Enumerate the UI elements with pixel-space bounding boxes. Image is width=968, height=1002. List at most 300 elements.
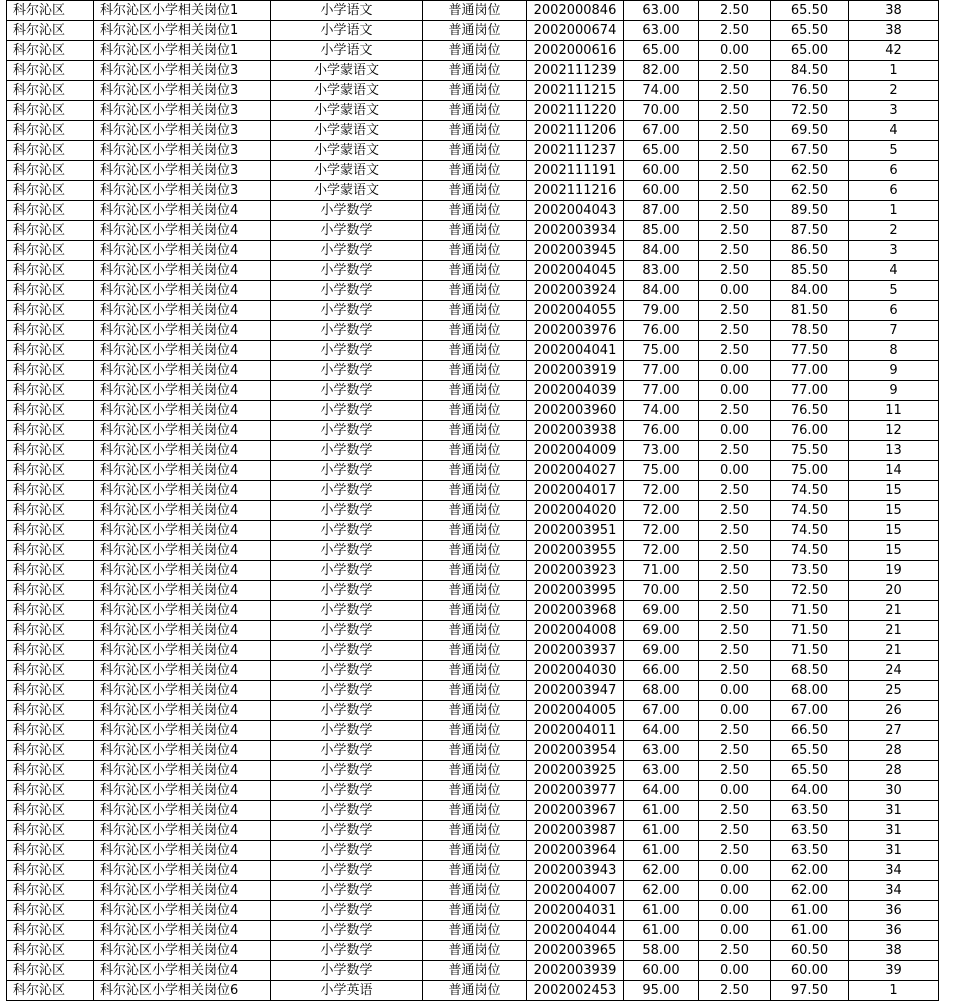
cell-total-score: 66.50 <box>771 721 849 741</box>
cell-rank: 21 <box>849 601 939 621</box>
cell-subject: 小学数学 <box>271 241 423 261</box>
cell-subject: 小学数学 <box>271 501 423 521</box>
cell-post-type: 普通岗位 <box>423 781 527 801</box>
cell-position: 科尔沁区小学相关岗位4 <box>94 901 271 921</box>
table-row <box>7 961 939 981</box>
cell-district: 科尔沁区 <box>7 801 94 821</box>
cell-post-type: 普通岗位 <box>423 541 527 561</box>
cell-subject: 小学数学 <box>271 561 423 581</box>
cell-rank: 7 <box>849 321 939 341</box>
cell-post-type: 普通岗位 <box>423 381 527 401</box>
cell-rank: 15 <box>849 481 939 501</box>
results-table <box>6 0 939 1001</box>
cell-total-score: 77.00 <box>771 381 849 401</box>
cell-district: 科尔沁区 <box>7 641 94 661</box>
cell-subject: 小学数学 <box>271 761 423 781</box>
cell-written-score: 64.00 <box>624 721 699 741</box>
cell-position: 科尔沁区小学相关岗位4 <box>94 821 271 841</box>
table-row <box>7 321 939 341</box>
cell-bonus-score: 0.00 <box>699 901 771 921</box>
cell-subject: 小学数学 <box>271 381 423 401</box>
cell-bonus-score: 0.00 <box>699 861 771 881</box>
cell-position: 科尔沁区小学相关岗位4 <box>94 501 271 521</box>
cell-district: 科尔沁区 <box>7 681 94 701</box>
cell-subject: 小学数学 <box>271 441 423 461</box>
cell-post-type: 普通岗位 <box>423 721 527 741</box>
cell-post-type: 普通岗位 <box>423 341 527 361</box>
table-row <box>7 181 939 201</box>
cell-bonus-score: 2.50 <box>699 21 771 41</box>
cell-exam-id: 2002003968 <box>527 601 624 621</box>
cell-post-type: 普通岗位 <box>423 321 527 341</box>
cell-rank: 6 <box>849 181 939 201</box>
cell-district: 科尔沁区 <box>7 121 94 141</box>
cell-position: 科尔沁区小学相关岗位3 <box>94 61 271 81</box>
table-row <box>7 81 939 101</box>
cell-position: 科尔沁区小学相关岗位4 <box>94 541 271 561</box>
cell-total-score: 69.50 <box>771 121 849 141</box>
cell-total-score: 65.50 <box>771 21 849 41</box>
table-row <box>7 841 939 861</box>
cell-total-score: 84.00 <box>771 281 849 301</box>
cell-subject: 小学数学 <box>271 901 423 921</box>
table-row <box>7 241 939 261</box>
cell-written-score: 79.00 <box>624 301 699 321</box>
cell-post-type: 普通岗位 <box>423 81 527 101</box>
cell-written-score: 70.00 <box>624 101 699 121</box>
cell-subject: 小学数学 <box>271 301 423 321</box>
cell-district: 科尔沁区 <box>7 921 94 941</box>
table-row <box>7 101 939 121</box>
cell-position: 科尔沁区小学相关岗位4 <box>94 281 271 301</box>
cell-subject: 小学数学 <box>271 261 423 281</box>
cell-exam-id: 2002004031 <box>527 901 624 921</box>
cell-position: 科尔沁区小学相关岗位4 <box>94 701 271 721</box>
cell-district: 科尔沁区 <box>7 981 94 1001</box>
cell-written-score: 68.00 <box>624 681 699 701</box>
cell-exam-id: 2002003919 <box>527 361 624 381</box>
cell-total-score: 72.50 <box>771 101 849 121</box>
cell-position: 科尔沁区小学相关岗位4 <box>94 861 271 881</box>
cell-total-score: 77.50 <box>771 341 849 361</box>
cell-exam-id: 2002111215 <box>527 81 624 101</box>
cell-position: 科尔沁区小学相关岗位4 <box>94 661 271 681</box>
cell-post-type: 普通岗位 <box>423 621 527 641</box>
cell-bonus-score: 2.50 <box>699 601 771 621</box>
cell-bonus-score: 2.50 <box>699 201 771 221</box>
cell-exam-id: 2002000616 <box>527 41 624 61</box>
cell-written-score: 58.00 <box>624 941 699 961</box>
cell-post-type: 普通岗位 <box>423 801 527 821</box>
cell-subject: 小学语文 <box>271 21 423 41</box>
cell-total-score: 72.50 <box>771 581 849 601</box>
cell-post-type: 普通岗位 <box>423 461 527 481</box>
cell-position: 科尔沁区小学相关岗位4 <box>94 321 271 341</box>
cell-written-score: 69.00 <box>624 641 699 661</box>
cell-subject: 小学数学 <box>271 281 423 301</box>
cell-subject: 小学数学 <box>271 201 423 221</box>
cell-rank: 9 <box>849 381 939 401</box>
cell-bonus-score: 0.00 <box>699 921 771 941</box>
cell-bonus-score: 2.50 <box>699 301 771 321</box>
cell-bonus-score: 0.00 <box>699 781 771 801</box>
cell-bonus-score: 2.50 <box>699 501 771 521</box>
cell-bonus-score: 2.50 <box>699 481 771 501</box>
cell-position: 科尔沁区小学相关岗位3 <box>94 141 271 161</box>
cell-post-type: 普通岗位 <box>423 21 527 41</box>
cell-total-score: 71.50 <box>771 641 849 661</box>
cell-rank: 15 <box>849 541 939 561</box>
cell-position: 科尔沁区小学相关岗位4 <box>94 421 271 441</box>
cell-total-score: 87.50 <box>771 221 849 241</box>
cell-exam-id: 2002004055 <box>527 301 624 321</box>
cell-rank: 8 <box>849 341 939 361</box>
table-row <box>7 681 939 701</box>
cell-bonus-score: 2.50 <box>699 541 771 561</box>
cell-subject: 小学数学 <box>271 661 423 681</box>
cell-district: 科尔沁区 <box>7 401 94 421</box>
cell-district: 科尔沁区 <box>7 141 94 161</box>
cell-subject: 小学数学 <box>271 221 423 241</box>
cell-post-type: 普通岗位 <box>423 181 527 201</box>
cell-total-score: 71.50 <box>771 601 849 621</box>
cell-post-type: 普通岗位 <box>423 981 527 1001</box>
table-row <box>7 361 939 381</box>
cell-exam-id: 2002004017 <box>527 481 624 501</box>
cell-rank: 12 <box>849 421 939 441</box>
cell-subject: 小学数学 <box>271 341 423 361</box>
cell-subject: 小学数学 <box>271 741 423 761</box>
cell-exam-id: 2002004045 <box>527 261 624 281</box>
cell-subject: 小学数学 <box>271 781 423 801</box>
cell-written-score: 61.00 <box>624 841 699 861</box>
table-row <box>7 341 939 361</box>
cell-subject: 小学英语 <box>271 981 423 1001</box>
cell-total-score: 67.00 <box>771 701 849 721</box>
cell-post-type: 普通岗位 <box>423 361 527 381</box>
cell-exam-id: 2002003964 <box>527 841 624 861</box>
cell-bonus-score: 2.50 <box>699 641 771 661</box>
cell-position: 科尔沁区小学相关岗位4 <box>94 441 271 461</box>
cell-subject: 小学数学 <box>271 581 423 601</box>
cell-exam-id: 2002004020 <box>527 501 624 521</box>
cell-exam-id: 2002003987 <box>527 821 624 841</box>
cell-bonus-score: 0.00 <box>699 681 771 701</box>
cell-rank: 36 <box>849 901 939 921</box>
cell-written-score: 61.00 <box>624 821 699 841</box>
cell-subject: 小学蒙语文 <box>271 81 423 101</box>
cell-post-type: 普通岗位 <box>423 521 527 541</box>
cell-position: 科尔沁区小学相关岗位3 <box>94 101 271 121</box>
cell-position: 科尔沁区小学相关岗位3 <box>94 81 271 101</box>
table-row <box>7 981 939 1001</box>
table-row <box>7 941 939 961</box>
cell-bonus-score: 2.50 <box>699 621 771 641</box>
cell-position: 科尔沁区小学相关岗位4 <box>94 581 271 601</box>
cell-written-score: 60.00 <box>624 181 699 201</box>
table-row <box>7 261 939 281</box>
cell-total-score: 65.50 <box>771 741 849 761</box>
cell-post-type: 普通岗位 <box>423 1 527 21</box>
cell-bonus-score: 2.50 <box>699 241 771 261</box>
cell-post-type: 普通岗位 <box>423 241 527 261</box>
cell-rank: 39 <box>849 961 939 981</box>
cell-position: 科尔沁区小学相关岗位4 <box>94 721 271 741</box>
cell-total-score: 68.50 <box>771 661 849 681</box>
cell-exam-id: 2002003945 <box>527 241 624 261</box>
table-row <box>7 641 939 661</box>
cell-bonus-score: 2.50 <box>699 801 771 821</box>
cell-district: 科尔沁区 <box>7 501 94 521</box>
cell-written-score: 62.00 <box>624 861 699 881</box>
cell-district: 科尔沁区 <box>7 901 94 921</box>
cell-exam-id: 2002003977 <box>527 781 624 801</box>
cell-subject: 小学数学 <box>271 841 423 861</box>
cell-exam-id: 2002003925 <box>527 761 624 781</box>
cell-total-score: 61.00 <box>771 921 849 941</box>
cell-position: 科尔沁区小学相关岗位4 <box>94 841 271 861</box>
cell-post-type: 普通岗位 <box>423 641 527 661</box>
cell-bonus-score: 2.50 <box>699 321 771 341</box>
cell-position: 科尔沁区小学相关岗位4 <box>94 741 271 761</box>
cell-written-score: 69.00 <box>624 621 699 641</box>
cell-post-type: 普通岗位 <box>423 221 527 241</box>
cell-written-score: 72.00 <box>624 481 699 501</box>
cell-bonus-score: 2.50 <box>699 141 771 161</box>
cell-district: 科尔沁区 <box>7 241 94 261</box>
cell-total-score: 76.00 <box>771 421 849 441</box>
cell-total-score: 73.50 <box>771 561 849 581</box>
cell-position: 科尔沁区小学相关岗位3 <box>94 161 271 181</box>
cell-district: 科尔沁区 <box>7 21 94 41</box>
cell-position: 科尔沁区小学相关岗位3 <box>94 121 271 141</box>
cell-post-type: 普通岗位 <box>423 821 527 841</box>
cell-total-score: 76.50 <box>771 81 849 101</box>
cell-district: 科尔沁区 <box>7 1 94 21</box>
cell-total-score: 64.00 <box>771 781 849 801</box>
cell-subject: 小学数学 <box>271 321 423 341</box>
cell-rank: 31 <box>849 841 939 861</box>
cell-total-score: 60.00 <box>771 961 849 981</box>
cell-rank: 1 <box>849 201 939 221</box>
cell-exam-id: 2002003951 <box>527 521 624 541</box>
cell-bonus-score: 2.50 <box>699 561 771 581</box>
cell-exam-id: 2002111206 <box>527 121 624 141</box>
cell-written-score: 65.00 <box>624 41 699 61</box>
cell-exam-id: 2002004043 <box>527 201 624 221</box>
cell-written-score: 74.00 <box>624 81 699 101</box>
cell-position: 科尔沁区小学相关岗位4 <box>94 621 271 641</box>
cell-rank: 1 <box>849 981 939 1001</box>
cell-post-type: 普通岗位 <box>423 881 527 901</box>
cell-exam-id: 2002002453 <box>527 981 624 1001</box>
cell-post-type: 普通岗位 <box>423 921 527 941</box>
cell-bonus-score: 2.50 <box>699 61 771 81</box>
cell-subject: 小学数学 <box>271 961 423 981</box>
cell-exam-id: 2002004011 <box>527 721 624 741</box>
cell-post-type: 普通岗位 <box>423 501 527 521</box>
cell-exam-id: 2002004007 <box>527 881 624 901</box>
table-row <box>7 601 939 621</box>
cell-rank: 14 <box>849 461 939 481</box>
cell-district: 科尔沁区 <box>7 421 94 441</box>
cell-exam-id: 2002003947 <box>527 681 624 701</box>
cell-district: 科尔沁区 <box>7 661 94 681</box>
cell-district: 科尔沁区 <box>7 181 94 201</box>
cell-total-score: 71.50 <box>771 621 849 641</box>
cell-rank: 6 <box>849 161 939 181</box>
cell-rank: 3 <box>849 101 939 121</box>
table-row <box>7 481 939 501</box>
cell-total-score: 84.50 <box>771 61 849 81</box>
cell-position: 科尔沁区小学相关岗位4 <box>94 961 271 981</box>
cell-post-type: 普通岗位 <box>423 761 527 781</box>
cell-subject: 小学语文 <box>271 1 423 21</box>
cell-total-score: 81.50 <box>771 301 849 321</box>
cell-exam-id: 2002004039 <box>527 381 624 401</box>
cell-exam-id: 2002003976 <box>527 321 624 341</box>
cell-total-score: 62.00 <box>771 861 849 881</box>
cell-total-score: 97.50 <box>771 981 849 1001</box>
table-row <box>7 61 939 81</box>
cell-exam-id: 2002003965 <box>527 941 624 961</box>
cell-rank: 19 <box>849 561 939 581</box>
cell-district: 科尔沁区 <box>7 941 94 961</box>
cell-bonus-score: 2.50 <box>699 521 771 541</box>
cell-rank: 3 <box>849 241 939 261</box>
cell-exam-id: 2002111216 <box>527 181 624 201</box>
cell-total-score: 75.00 <box>771 461 849 481</box>
cell-total-score: 63.50 <box>771 821 849 841</box>
cell-written-score: 82.00 <box>624 61 699 81</box>
cell-bonus-score: 2.50 <box>699 161 771 181</box>
cell-district: 科尔沁区 <box>7 41 94 61</box>
cell-total-score: 89.50 <box>771 201 849 221</box>
cell-rank: 5 <box>849 281 939 301</box>
cell-total-score: 65.50 <box>771 1 849 21</box>
cell-bonus-score: 0.00 <box>699 41 771 61</box>
cell-exam-id: 2002000846 <box>527 1 624 21</box>
cell-subject: 小学蒙语文 <box>271 141 423 161</box>
cell-written-score: 72.00 <box>624 521 699 541</box>
cell-district: 科尔沁区 <box>7 881 94 901</box>
cell-written-score: 66.00 <box>624 661 699 681</box>
cell-bonus-score: 2.50 <box>699 1 771 21</box>
cell-written-score: 69.00 <box>624 601 699 621</box>
cell-district: 科尔沁区 <box>7 201 94 221</box>
cell-post-type: 普通岗位 <box>423 161 527 181</box>
cell-district: 科尔沁区 <box>7 961 94 981</box>
table-row <box>7 501 939 521</box>
cell-subject: 小学蒙语文 <box>271 121 423 141</box>
cell-total-score: 75.50 <box>771 441 849 461</box>
cell-total-score: 65.50 <box>771 761 849 781</box>
cell-district: 科尔沁区 <box>7 601 94 621</box>
table-row <box>7 861 939 881</box>
cell-post-type: 普通岗位 <box>423 741 527 761</box>
cell-total-score: 77.00 <box>771 361 849 381</box>
cell-bonus-score: 0.00 <box>699 701 771 721</box>
cell-written-score: 95.00 <box>624 981 699 1001</box>
cell-post-type: 普通岗位 <box>423 561 527 581</box>
table-row <box>7 581 939 601</box>
cell-post-type: 普通岗位 <box>423 61 527 81</box>
cell-bonus-score: 0.00 <box>699 881 771 901</box>
cell-position: 科尔沁区小学相关岗位4 <box>94 801 271 821</box>
cell-written-score: 63.00 <box>624 21 699 41</box>
cell-bonus-score: 0.00 <box>699 461 771 481</box>
cell-total-score: 67.50 <box>771 141 849 161</box>
cell-district: 科尔沁区 <box>7 301 94 321</box>
cell-position: 科尔沁区小学相关岗位4 <box>94 341 271 361</box>
cell-exam-id: 2002003934 <box>527 221 624 241</box>
cell-position: 科尔沁区小学相关岗位4 <box>94 381 271 401</box>
cell-exam-id: 2002111239 <box>527 61 624 81</box>
cell-bonus-score: 0.00 <box>699 961 771 981</box>
cell-subject: 小学数学 <box>271 861 423 881</box>
cell-bonus-score: 2.50 <box>699 981 771 1001</box>
cell-subject: 小学数学 <box>271 521 423 541</box>
table-row <box>7 621 939 641</box>
table-row <box>7 141 939 161</box>
table-row <box>7 541 939 561</box>
cell-total-score: 74.50 <box>771 521 849 541</box>
cell-total-score: 68.00 <box>771 681 849 701</box>
cell-written-score: 75.00 <box>624 461 699 481</box>
cell-written-score: 71.00 <box>624 561 699 581</box>
cell-written-score: 72.00 <box>624 541 699 561</box>
cell-exam-id: 2002111191 <box>527 161 624 181</box>
cell-rank: 31 <box>849 821 939 841</box>
cell-position: 科尔沁区小学相关岗位4 <box>94 601 271 621</box>
table-row <box>7 781 939 801</box>
cell-position: 科尔沁区小学相关岗位4 <box>94 201 271 221</box>
table-row <box>7 41 939 61</box>
cell-subject: 小学蒙语文 <box>271 161 423 181</box>
cell-post-type: 普通岗位 <box>423 41 527 61</box>
cell-rank: 27 <box>849 721 939 741</box>
cell-district: 科尔沁区 <box>7 541 94 561</box>
cell-exam-id: 2002003995 <box>527 581 624 601</box>
cell-written-score: 72.00 <box>624 501 699 521</box>
cell-district: 科尔沁区 <box>7 101 94 121</box>
table-row <box>7 881 939 901</box>
cell-total-score: 74.50 <box>771 481 849 501</box>
cell-district: 科尔沁区 <box>7 281 94 301</box>
cell-total-score: 62.00 <box>771 881 849 901</box>
cell-total-score: 76.50 <box>771 401 849 421</box>
cell-total-score: 85.50 <box>771 261 849 281</box>
cell-post-type: 普通岗位 <box>423 121 527 141</box>
cell-subject: 小学数学 <box>271 941 423 961</box>
cell-written-score: 87.00 <box>624 201 699 221</box>
cell-district: 科尔沁区 <box>7 81 94 101</box>
table-row <box>7 281 939 301</box>
cell-rank: 21 <box>849 621 939 641</box>
cell-subject: 小学数学 <box>271 821 423 841</box>
cell-subject: 小学数学 <box>271 721 423 741</box>
cell-position: 科尔沁区小学相关岗位4 <box>94 921 271 941</box>
cell-written-score: 61.00 <box>624 901 699 921</box>
cell-exam-id: 2002003960 <box>527 401 624 421</box>
cell-bonus-score: 2.50 <box>699 821 771 841</box>
cell-rank: 2 <box>849 81 939 101</box>
cell-rank: 4 <box>849 261 939 281</box>
cell-exam-id: 2002003955 <box>527 541 624 561</box>
cell-post-type: 普通岗位 <box>423 481 527 501</box>
cell-exam-id: 2002003923 <box>527 561 624 581</box>
cell-written-score: 60.00 <box>624 961 699 981</box>
